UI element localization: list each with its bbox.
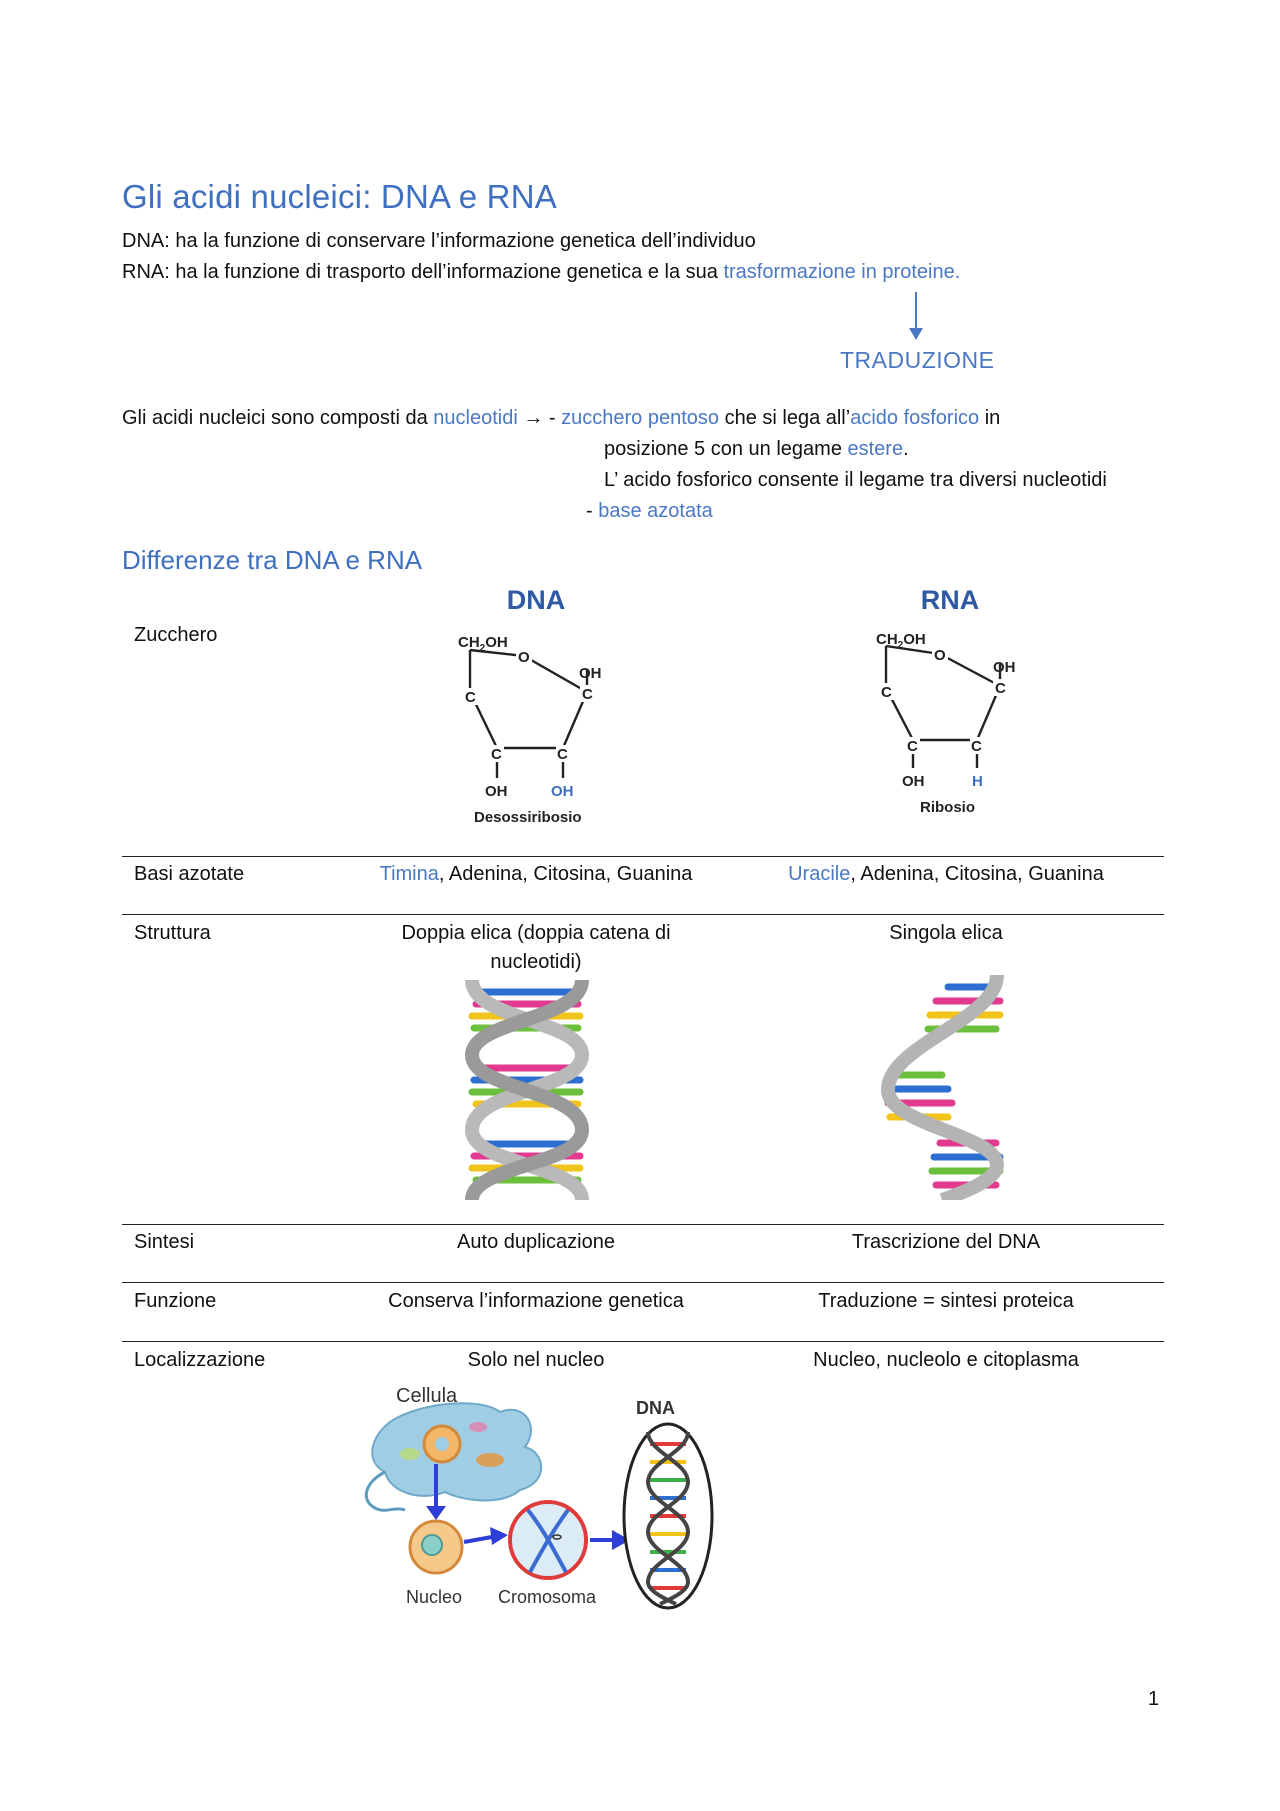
rna-intro-line — [122, 257, 960, 288]
nucleotidi-term: nucleotidi — [433, 407, 518, 429]
dna-intro-line: DNA: ha la funzione di conservare l’informazione genetica dell’individuo — [122, 230, 756, 252]
composition-posizione: posizione 5 con un legame — [604, 438, 848, 460]
dna-sintesi: Auto duplicazione — [457, 1231, 615, 1253]
rna-carbon-left: C — [881, 684, 892, 701]
composition-line-1 — [122, 403, 1000, 434]
rna-funzione: Traduzione = sintesi proteica — [818, 1290, 1074, 1312]
table-rule — [122, 914, 1164, 915]
base-azotata-term: base azotata — [598, 500, 713, 522]
table-rule — [122, 856, 1164, 857]
timina-term: Timina — [379, 863, 439, 885]
dna-localizzazione: Solo nel nucleo — [467, 1349, 605, 1371]
table-rule — [122, 1341, 1164, 1342]
cell-nucleus-dna-diagram — [350, 1382, 730, 1622]
rna-h-bottom-right: H — [972, 773, 983, 790]
ribosio-label: Ribosio — [920, 799, 975, 816]
uracile-term: Uracile — [788, 863, 851, 885]
traduzione-label: TRADUZIONE — [840, 347, 995, 373]
desossiribosio-label: Desossiribosio — [474, 809, 582, 826]
estere-term: estere — [847, 438, 904, 460]
composition-line-2 — [604, 434, 909, 465]
cromosoma-label: Cromosoma — [498, 1587, 597, 1607]
composition-lega: che si lega all’ — [719, 407, 851, 429]
rna-oh-bottom-left: OH — [902, 773, 925, 790]
composition-dash: - — [586, 500, 599, 522]
dna-funzione: Conserva l’informazione genetica — [388, 1290, 684, 1312]
rna-column-header: RNA — [920, 585, 980, 615]
nucleo-label: Nucleo — [406, 1587, 463, 1607]
composition-arrow: → - — [517, 407, 562, 429]
page-title: Gli acidi nucleici: DNA e RNA — [122, 178, 557, 215]
table-rule — [122, 1224, 1164, 1225]
dna-basi — [336, 860, 736, 889]
page-number: 1 — [1148, 1688, 1160, 1710]
dna-carbon-bottom-left: C — [491, 746, 502, 763]
dna-ring-oxygen: O — [518, 649, 530, 666]
composition-lead: Gli acidi nucleici sono composti da — [122, 407, 434, 429]
cellula-label: Cellula — [396, 1385, 458, 1407]
dna-oh-bottom-right: OH — [551, 783, 574, 800]
dna-carbon-left: C — [465, 689, 476, 706]
rna-ch2oh-label: $CH_2OH$ — [876, 631, 926, 651]
composition-line-4 — [586, 496, 713, 527]
dna-struttura: Doppia elica (doppia catena di nucleotidi) — [401, 922, 671, 973]
dna-ch2oh-label: $CH_2OH$ — [458, 634, 508, 654]
struttura-label: Struttura — [134, 922, 211, 944]
rna-intro-highlight: trasformazione in proteine. — [723, 261, 961, 283]
rna-carbon-right: C — [995, 680, 1006, 697]
table-rule — [122, 1282, 1164, 1283]
zucchero-pentoso-term: zucchero pentoso — [561, 407, 720, 429]
desossiribosio-structure — [440, 628, 630, 833]
composition-in: in — [979, 407, 1001, 429]
dna-basi-rest: , Adenina, Citosina, Guanina — [438, 863, 693, 885]
dna-carbon-bottom-right: C — [557, 746, 568, 763]
dna-diagram-label: DNA — [636, 1398, 675, 1418]
basi-label: Basi azotate — [134, 863, 245, 885]
rna-carbon-bottom-left: C — [907, 738, 918, 755]
ribosio-structure — [868, 626, 1038, 822]
rna-carbon-bottom-right: C — [971, 738, 982, 755]
dna-oh-top-right: OH — [579, 665, 602, 682]
rna-struttura: Singola elica — [889, 922, 1003, 944]
dna-oh-bottom-left: OH — [485, 783, 508, 800]
zucchero-label: Zucchero — [134, 624, 218, 646]
composition-line-3: L’ acido fosforico consente il legame tra diversi nucleotidi — [604, 469, 1107, 491]
rna-oh-top-right: OH — [993, 659, 1016, 676]
acido-fosforico-term: acido fosforico — [850, 407, 980, 429]
funzione-label: Funzione — [134, 1290, 217, 1312]
rna-single-helix-image — [872, 975, 1012, 1200]
dna-carbon-right: C — [582, 686, 593, 703]
rna-localizzazione: Nucleo, nucleolo e citoplasma — [813, 1349, 1079, 1371]
localizzazione-label: Localizzazione — [134, 1349, 266, 1371]
rna-basi-rest: , Adenina, Citosina, Guanina — [850, 863, 1104, 885]
section-title: Differenze tra DNA e RNA — [122, 545, 423, 575]
dna-double-helix-image — [452, 980, 622, 1200]
rna-intro-text: RNA: ha la funzione di trasporto dell’informazione genetica e la sua — [122, 261, 724, 283]
composition-estere-dot: . — [903, 438, 909, 460]
arrow-down-icon — [905, 292, 927, 342]
rna-sintesi: Trascrizione del DNA — [851, 1231, 1041, 1253]
dna-column-header: DNA — [506, 585, 566, 615]
rna-ring-oxygen: O — [934, 647, 946, 664]
rna-basi — [746, 860, 1146, 889]
sintesi-label: Sintesi — [134, 1231, 195, 1253]
